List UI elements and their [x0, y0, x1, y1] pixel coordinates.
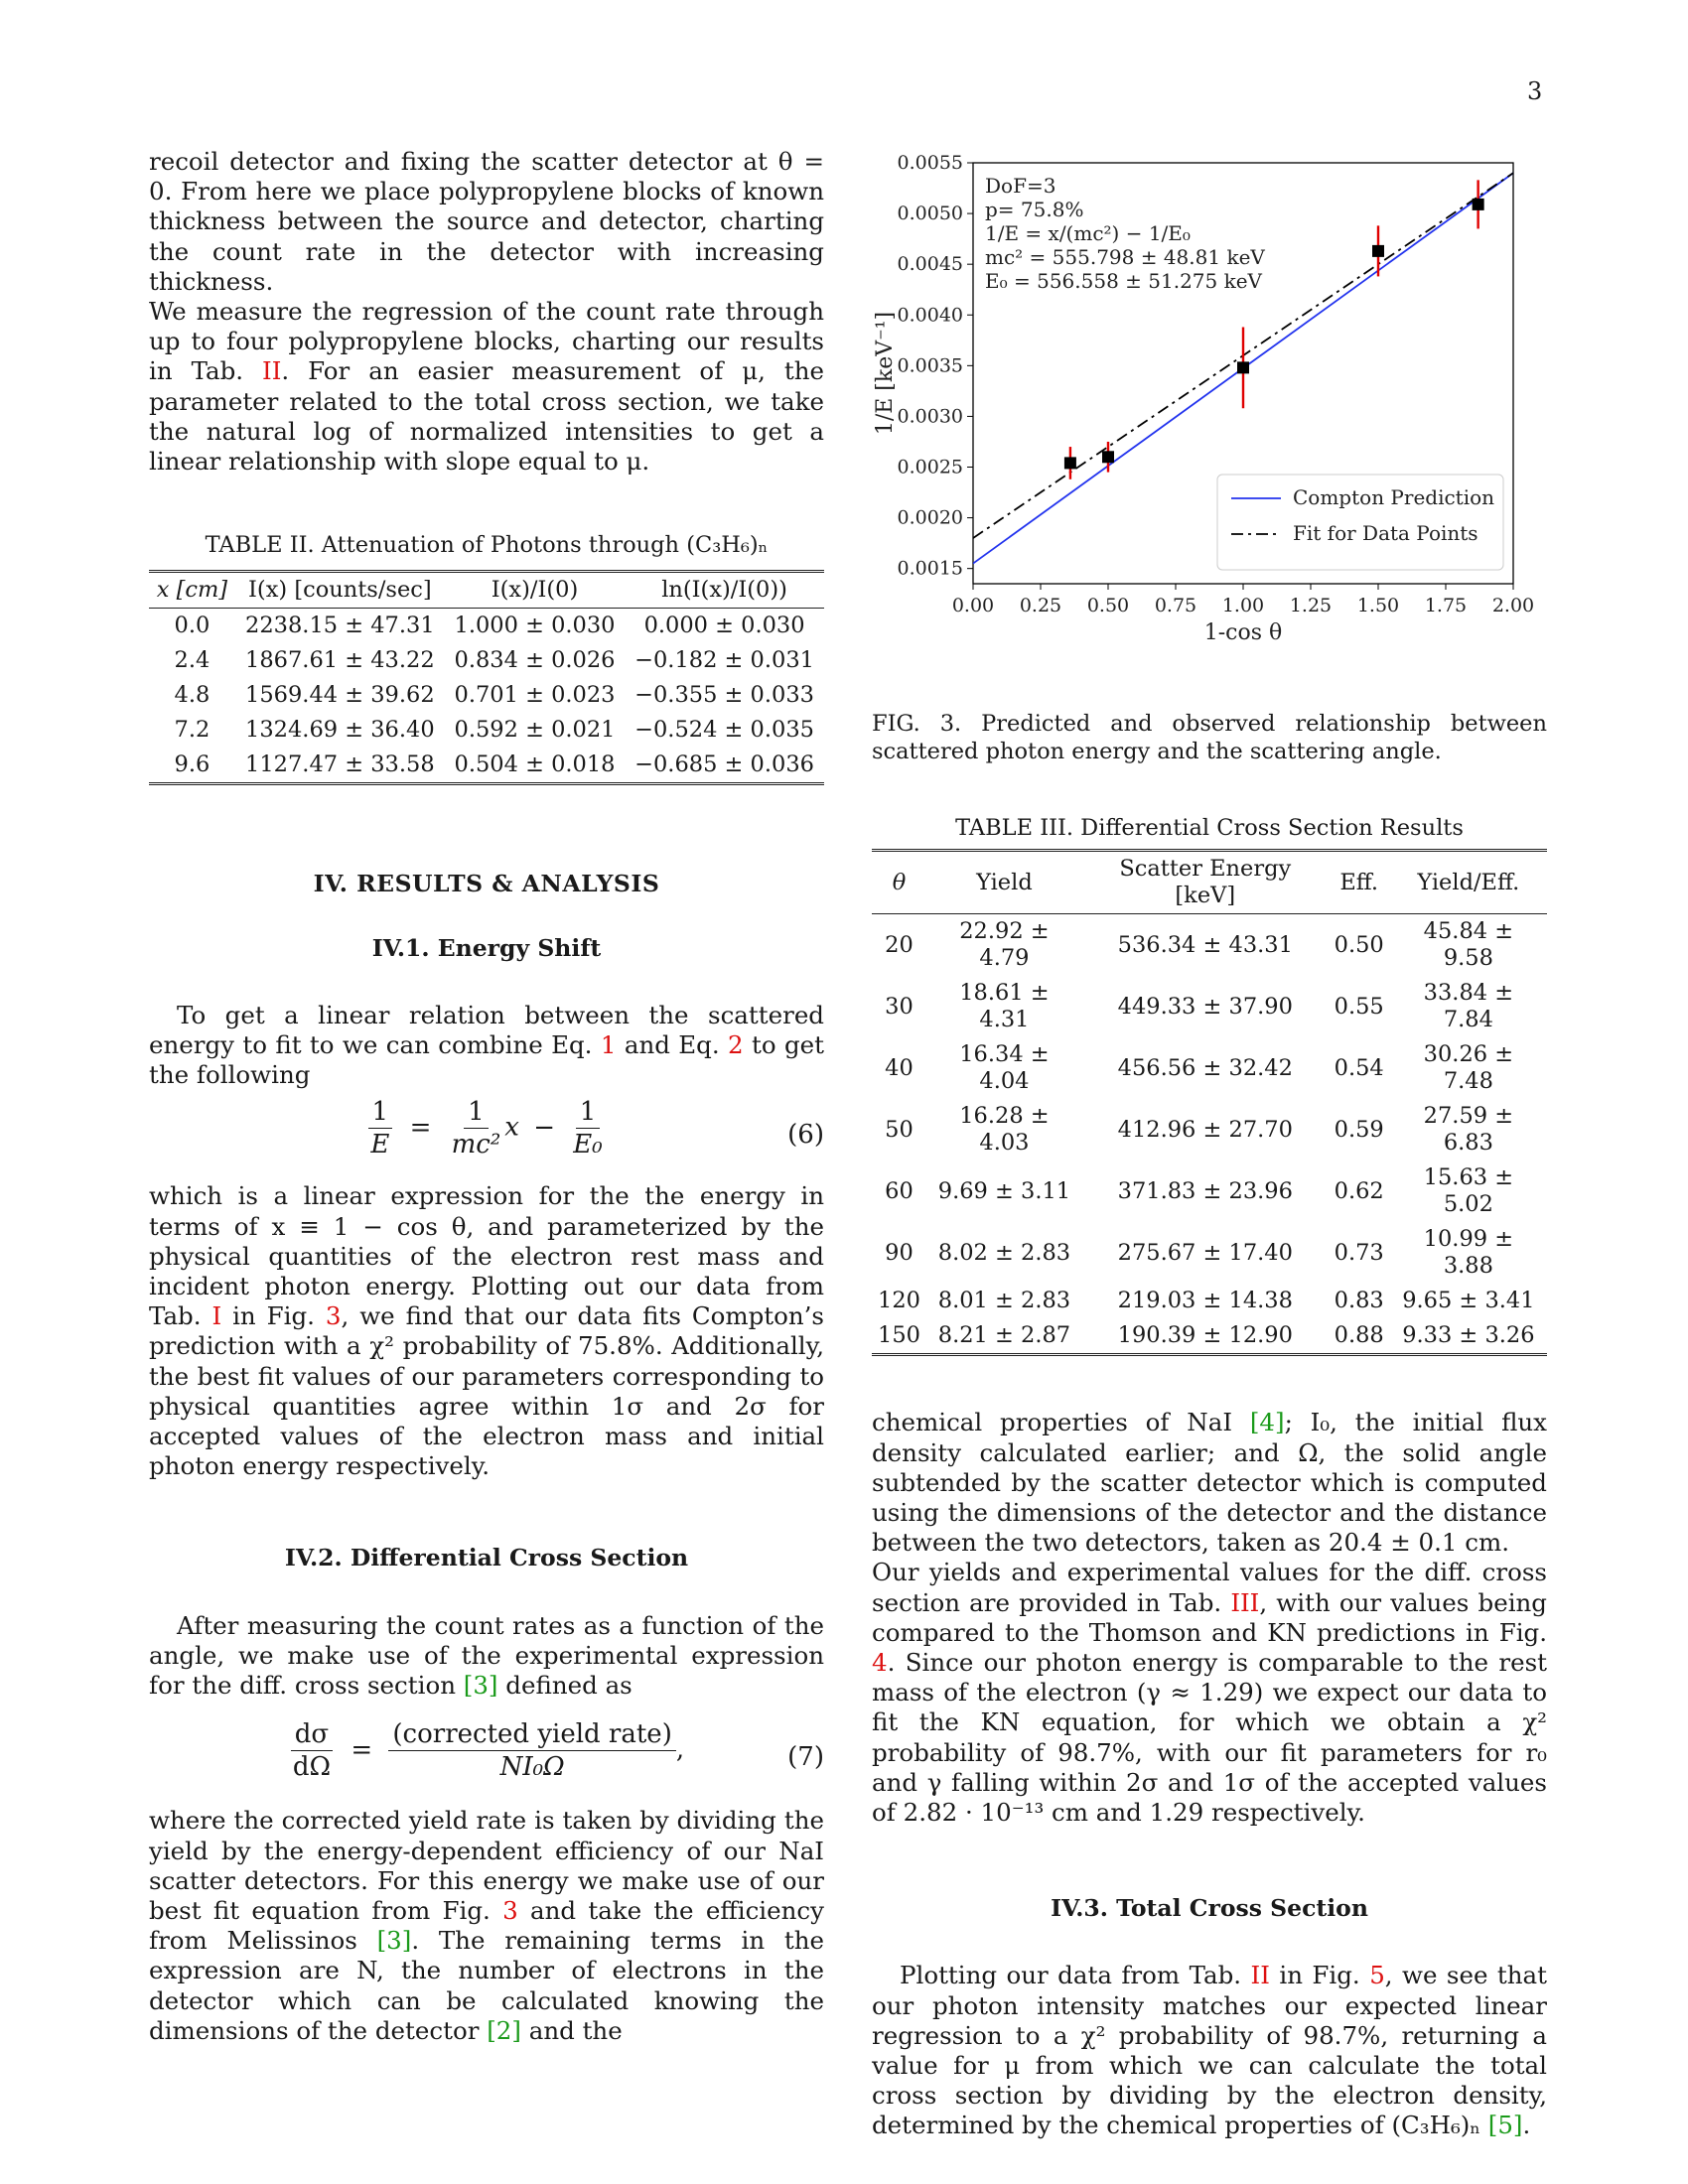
- legend-label: Fit for Data Points: [1293, 521, 1478, 545]
- table2-cell: 2238.15 ± 47.31: [245, 613, 435, 639]
- text-segment: To get a linear relation between the scattered energy to fit to we can combine Eq.: [149, 1000, 824, 1060]
- table2-cell: 1569.44 ± 39.62: [245, 682, 435, 709]
- fraction: [388, 1718, 675, 1783]
- table2-cell: 0.592 ± 0.021: [454, 717, 616, 744]
- table3-cell: 219.03 ± 14.38: [1117, 1288, 1293, 1314]
- intro-text-a: We measure the regression of the count rate through up to four polypropylene blocks, charting our results in Tab.: [149, 297, 824, 386]
- subsection-heading-total-cross-section: IV.3. Total Cross Section: [1051, 1894, 1368, 1923]
- equation-7-body: $\frac{d\sigma}{d\Omega}$ = $\frac{\text{(corrected yield rate)}}{\text{NI₀Ω}}$ ,: [149, 1718, 824, 1783]
- annotation-line: p= 75.8%: [985, 198, 1084, 221]
- table3-cell: 15.63 ± 5.02: [1423, 1164, 1514, 1218]
- table2-cell: −0.355 ± 0.033: [634, 682, 814, 709]
- table2-row: [149, 609, 824, 644]
- text-segment: After measuring the count rates as a function of the angle, we make use of the experimental expression for the diff. cross section: [149, 1610, 824, 1701]
- table3-caption: TABLE III. Differential Cross Section Results: [955, 815, 1464, 842]
- table-ref-link[interactable]: I: [211, 1301, 222, 1331]
- table2-header: I(x)/I(0): [491, 577, 579, 604]
- numerator: 1: [464, 1096, 489, 1129]
- x-tick-label: 1.50: [1356, 595, 1400, 616]
- total-cross-section-paragraph: [872, 1961, 1547, 2140]
- table2-cell: 0.701 ± 0.023: [454, 682, 616, 709]
- equation-ref-link[interactable]: 1: [600, 1030, 617, 1060]
- text-segment: Plotting our data from Tab.: [900, 1961, 1242, 1990]
- figure-3-caption: FIG. 3. Predicted and observed relationship between scattered photon energy and the scattering angle.: [872, 711, 1547, 765]
- minus-sign: −: [533, 1112, 555, 1143]
- citation-link[interactable]: [3]: [463, 1671, 498, 1701]
- section-heading: IV. RESULTS & ANALYSIS: [313, 870, 660, 898]
- table2-header: ln(I(x)/I(0)): [661, 577, 787, 604]
- table2-row: [149, 713, 824, 748]
- text-segment: , we find that our data fits Compton’s prediction with a χ² probability of 75.8%. Additionally, the best fit values of our parameters corresponding to physical quantities agree within 1σ and 2σ for accepted values of the electron mass and initial photon energy respectively.: [149, 1301, 825, 1481]
- text-segment: defined as: [505, 1671, 633, 1701]
- y-axis-label: 1/E [keV⁻¹]: [873, 311, 898, 436]
- table3-cell: 275.67 ± 17.40: [1117, 1239, 1293, 1266]
- table3-row: [872, 1099, 1547, 1160]
- table2-cell: 0.834 ± 0.026: [454, 647, 616, 674]
- table2-cell: −0.182 ± 0.031: [634, 647, 814, 674]
- equals-sign: =: [351, 1734, 373, 1765]
- data-point: [1102, 451, 1114, 463]
- table3-cell: 20: [885, 931, 914, 958]
- numerator: 1: [368, 1096, 393, 1129]
- x-tick-label: 2.00: [1491, 595, 1535, 616]
- annotation-line: E₀ = 556.558 ± 51.275 keV: [985, 269, 1263, 293]
- table3: [872, 849, 1547, 1356]
- denominator: NI₀Ω: [499, 1752, 565, 1783]
- table3-row: [872, 1318, 1547, 1355]
- table3-cell: 30: [885, 993, 914, 1020]
- table3-cell: 0.62: [1334, 1177, 1384, 1204]
- y-tick-label: 0.0035: [897, 354, 963, 377]
- table2-row: [149, 678, 824, 713]
- y-tick-label: 0.0040: [897, 304, 963, 327]
- table3-cell: 40: [885, 1054, 914, 1081]
- equation-number: (6): [787, 1120, 824, 1151]
- intro-paragraph-1: recoil detector and fixing the scatter detector at θ = 0. From here we place polypropylene blocks of known thickness between the source and detector, charting the count rate in the detector with increasing thickness.: [149, 147, 824, 296]
- table2: [149, 570, 824, 785]
- table3-cell: 18.61 ± 4.31: [959, 980, 1050, 1033]
- subsection-heading-diff-cross-section: IV.2. Differential Cross Section: [284, 1544, 689, 1572]
- x-tick-label: 1.75: [1424, 595, 1468, 616]
- table3-cell: 150: [878, 1322, 920, 1349]
- text-segment: ; I₀, the initial flux density calculated earlier; and Ω, the solid angle subtended by the scatter detector which is computed using the dimensions of the detector and the distance between the two detectors, taken as 20.4 ± 0.1 cm.: [872, 1408, 1547, 1558]
- table3-cell: 8.01 ± 2.83: [937, 1288, 1071, 1314]
- text-segment: where the corrected yield rate is taken by dividing the yield by the energy-dependent efficiency of our NaI scatter detectors. For this energy we make use of our best fit equation from Fig.: [149, 1806, 824, 1925]
- table2-cell: −0.524 ± 0.035: [634, 717, 814, 744]
- table3-cell: 0.54: [1334, 1054, 1384, 1081]
- table3-cell: 9.33 ± 3.26: [1402, 1322, 1535, 1349]
- fraction: [289, 1718, 335, 1783]
- table3-cell: 8.02 ± 2.83: [937, 1239, 1071, 1266]
- table3-row: [872, 914, 1547, 977]
- table-ref-link[interactable]: II: [1250, 1961, 1270, 1990]
- text-segment: . Since our photon energy is comparable to the rest mass of the electron (γ ≈ 1.29) we expect our data to fit the KN equation, for which we obtain a χ² probability of 98.7%, with our fit parameters for r₀ and γ falling within 2σ and 1σ of the accepted values of 2.82 · 10⁻¹³ cm and 1.29 respectively.: [872, 1648, 1547, 1828]
- numerator: 1: [576, 1096, 601, 1129]
- figure-ref-link[interactable]: 5: [1369, 1961, 1385, 1990]
- citation-link[interactable]: [5]: [1487, 2111, 1523, 2140]
- table3-row: [872, 1222, 1547, 1284]
- energy-shift-paragraph-1: [149, 1001, 824, 1091]
- table2-cell: 9.6: [174, 751, 211, 778]
- annotation-line: DoF=3: [985, 174, 1056, 198]
- fraction: [448, 1096, 505, 1160]
- citation-link[interactable]: [4]: [1249, 1408, 1285, 1437]
- figure-ref-link[interactable]: 3: [325, 1301, 342, 1331]
- table3-header-row: [872, 851, 1547, 914]
- text-segment: . The remaining terms in the expression are N, the number of electrons in the detector which can be calculated knowing the dimensions of the detector: [149, 1926, 824, 2045]
- fraction: [366, 1096, 393, 1160]
- energy-shift-paragraph-2: [149, 1181, 824, 1481]
- equation-ref-link[interactable]: 2: [728, 1030, 744, 1060]
- table3-cell: 9.65 ± 3.41: [1402, 1288, 1535, 1314]
- diff-cross-section-paragraph-2: [149, 1806, 824, 2046]
- text-segment: in Fig.: [232, 1301, 315, 1331]
- table3-cell: 16.34 ± 4.04: [959, 1041, 1050, 1095]
- table2-cell: −0.685 ± 0.036: [634, 751, 814, 778]
- data-point: [1372, 245, 1384, 257]
- table2-body: [149, 609, 824, 784]
- data-point: [1473, 199, 1484, 210]
- table3-body: [872, 914, 1547, 1355]
- x-tick-label: 0.25: [1019, 595, 1062, 616]
- subsection-heading-energy-shift: IV.1. Energy Shift: [371, 933, 602, 962]
- table2-cell: 1324.69 ± 36.40: [245, 717, 435, 744]
- table3-cell: 0.59: [1334, 1116, 1384, 1143]
- denominator: mc²: [451, 1130, 501, 1160]
- text-segment: , we see that our photon intensity matches our expected linear regression to a χ² probability of 98.7%, returning a value for μ from which we can calculate the total cross section by dividing by the electron density, determined by the chemical properties of (C₃H₆)ₙ: [872, 1961, 1548, 2140]
- left-column: [149, 147, 824, 2046]
- table3-cell: 120: [878, 1288, 920, 1314]
- text-segment: and the: [528, 2015, 623, 2045]
- y-tick-label: 0.0055: [897, 152, 963, 174]
- table3-header: Scatter Energy [keV]: [1119, 856, 1292, 909]
- y-tick-label: 0.0030: [897, 405, 963, 428]
- text-segment: , with our values being compared to the Thomson and KN predictions in Fig.: [872, 1587, 1547, 1647]
- table2-row: [149, 643, 824, 678]
- table3-row: [872, 1160, 1547, 1222]
- table3-cell: 0.50: [1334, 931, 1384, 958]
- table3-row: [872, 976, 1547, 1037]
- data-point: [1237, 361, 1249, 373]
- table2-cell: 1.000 ± 0.030: [454, 613, 616, 639]
- table3-cell: 45.84 ± 9.58: [1423, 918, 1514, 972]
- text-segment: to get the following: [149, 1030, 825, 1090]
- table2-cell: 4.8: [174, 682, 211, 709]
- table-ref-link[interactable]: III: [1230, 1587, 1260, 1617]
- table3-header: Eff.: [1339, 869, 1379, 895]
- table3-cell: 33.84 ± 7.84: [1423, 980, 1514, 1033]
- table3-header: Yield: [976, 869, 1033, 895]
- table2-cell: 1867.61 ± 43.22: [245, 647, 435, 674]
- table3-cell: 60: [885, 1177, 914, 1204]
- table3-cell: 27.59 ± 6.83: [1423, 1103, 1514, 1157]
- y-tick-label: 0.0015: [897, 557, 963, 580]
- table3-cell: 9.69 ± 3.11: [937, 1177, 1071, 1204]
- table3-cell: 0.88: [1334, 1322, 1384, 1349]
- table2-header-row: [149, 572, 824, 609]
- fraction: [569, 1096, 606, 1160]
- figure-ref-link[interactable]: 4: [872, 1648, 888, 1678]
- table3-cell: 0.83: [1334, 1288, 1384, 1314]
- table3-cell: 50: [885, 1116, 914, 1143]
- right-paragraph-2: [872, 1558, 1547, 1828]
- table2-caption: TABLE II. Attenuation of Photons through (C₃H₆)ₙ: [205, 532, 769, 559]
- text-segment: in Fig.: [1279, 1961, 1360, 1990]
- table3-cell: 8.21 ± 2.87: [937, 1322, 1071, 1349]
- table3-cell: 90: [885, 1239, 914, 1266]
- y-tick-label: 0.0020: [897, 506, 963, 529]
- y-tick-label: 0.0050: [897, 203, 963, 225]
- equation-6-body: [149, 1096, 824, 1160]
- text-segment: .: [1522, 2111, 1531, 2140]
- table2-row: [149, 748, 824, 784]
- annotation-line: mc² = 555.798 ± 48.81 keV: [985, 245, 1265, 269]
- equation-7: [149, 1718, 824, 1800]
- x-tick-label: 0.00: [951, 595, 995, 616]
- table3-cell: 0.55: [1334, 993, 1384, 1020]
- table2-cell: 2.4: [174, 647, 211, 674]
- numerator: (corrected yield rate): [388, 1718, 675, 1751]
- equation-number: (7): [787, 1742, 824, 1773]
- x-tick-label: 1.00: [1221, 595, 1265, 616]
- table3-row: [872, 1037, 1547, 1099]
- variable-x: x: [504, 1112, 519, 1143]
- table3-cell: 371.83 ± 23.96: [1117, 1177, 1293, 1204]
- table3-cell: 22.92 ± 4.79: [959, 918, 1050, 972]
- text-segment: and take the efficiency from Melissinos: [149, 1895, 824, 1956]
- table2-cell: 7.2: [174, 717, 211, 744]
- table3-cell: 449.33 ± 37.90: [1117, 993, 1293, 1020]
- table3-cell: 412.96 ± 27.70: [1117, 1116, 1293, 1143]
- figure-3-chart: [872, 149, 1547, 665]
- table2-header: I(x) [counts/sec]: [248, 577, 432, 604]
- table3-cell: 16.28 ± 4.03: [959, 1103, 1050, 1157]
- data-point: [1064, 457, 1076, 469]
- denominator: E: [370, 1130, 390, 1160]
- table3-row: [872, 1284, 1547, 1318]
- figure-ref-link[interactable]: 3: [502, 1895, 518, 1925]
- table3-cell: 10.99 ± 3.88: [1423, 1226, 1514, 1280]
- table2-cell: 0.000 ± 0.030: [643, 613, 805, 639]
- intro-paragraph-2: [149, 297, 824, 477]
- annotation-line: 1/E = x/(mc²) − 1/E₀: [985, 221, 1191, 245]
- y-tick-label: 0.0045: [897, 253, 963, 276]
- table3-header: Yield/Eff.: [1417, 869, 1520, 895]
- table2-cell: 0.0: [174, 613, 211, 639]
- denominator: dΩ: [292, 1752, 332, 1783]
- x-axis-label: 1-cos θ: [1203, 620, 1283, 645]
- page-number: 3: [1527, 77, 1543, 105]
- table3-cell: 0.73: [1334, 1239, 1384, 1266]
- legend-label: Compton Prediction: [1293, 485, 1495, 509]
- x-tick-label: 0.50: [1086, 595, 1130, 616]
- diff-cross-section-paragraph-1: [149, 1611, 824, 1702]
- table2-cell: 0.504 ± 0.018: [454, 751, 616, 778]
- table-ref-link[interactable]: II: [262, 356, 282, 386]
- equals-sign: =: [409, 1112, 432, 1143]
- x-tick-label: 0.75: [1154, 595, 1197, 616]
- citation-link[interactable]: [2]: [487, 2015, 521, 2045]
- text-segment: and Eq.: [624, 1030, 720, 1060]
- table3-cell: 536.34 ± 43.31: [1117, 931, 1293, 958]
- table2-cell: 1127.47 ± 33.58: [245, 751, 435, 778]
- x-tick-label: 1.25: [1289, 595, 1333, 616]
- right-column: [872, 149, 1547, 2141]
- text-segment: which is a linear expression for the the energy in terms of x ≡ 1 − cos θ, and parameterized by the physical quantities of the electron rest mass and incident photon energy. Plotting out our data from Tab.: [149, 1181, 824, 1331]
- table3-header: θ: [892, 869, 907, 895]
- equation-6: [149, 1096, 824, 1177]
- citation-link[interactable]: [3]: [376, 1926, 412, 1956]
- text-segment: Our yields and experimental values for the diff. cross section are provided in Tab.: [872, 1558, 1547, 1617]
- right-paragraph-1: [872, 1408, 1547, 1558]
- table3-cell: 190.39 ± 12.90: [1117, 1322, 1293, 1349]
- text-segment: chemical properties of NaI: [872, 1408, 1233, 1437]
- table2-header: x [cm]: [156, 577, 228, 604]
- denominator: E₀: [573, 1130, 603, 1160]
- table3-cell: 456.56 ± 32.42: [1117, 1054, 1293, 1081]
- numerator: dσ: [291, 1718, 333, 1751]
- intro-text-b: . For an easier measurement of μ, the parameter related to the total cross section, we take the natural log of normalized intensities to get a linear relationship with slope equal to μ.: [149, 356, 824, 477]
- table3-cell: 30.26 ± 7.48: [1423, 1041, 1514, 1095]
- y-tick-label: 0.0025: [897, 456, 963, 478]
